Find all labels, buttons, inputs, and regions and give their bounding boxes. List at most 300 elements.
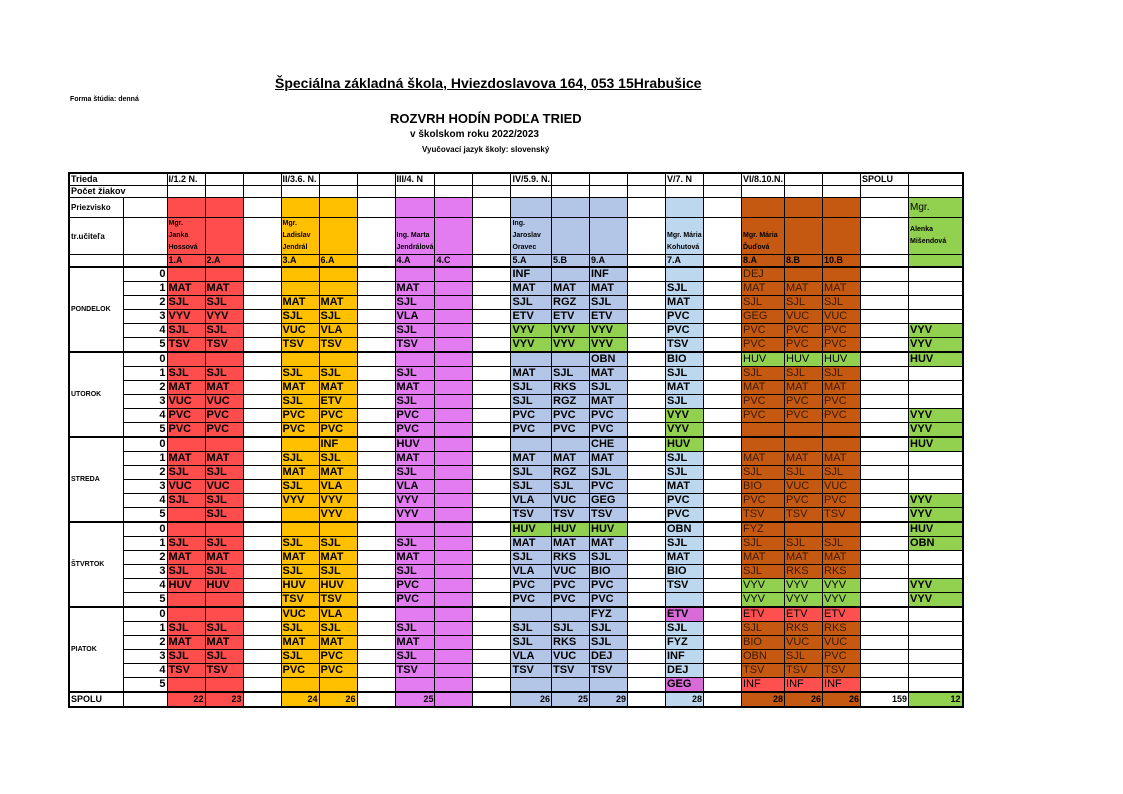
subject-cell: PVC	[167, 423, 205, 438]
cell	[628, 551, 666, 565]
subject-cell: SJL	[167, 650, 205, 664]
subject-cell: MAT	[590, 367, 628, 381]
cell	[319, 186, 357, 198]
group-name: V/7. N	[666, 173, 704, 186]
lesson-number: 1	[123, 622, 167, 636]
teacher-name-line: Hossová	[168, 244, 198, 251]
subject-cell: SJL	[167, 466, 205, 480]
subject-cell	[395, 352, 435, 367]
class-code: 10.B	[823, 255, 861, 268]
cell	[473, 593, 511, 608]
subject-cell: TSV	[823, 508, 861, 523]
subject-cell: VYV	[167, 310, 205, 324]
cell	[628, 437, 666, 452]
subject-cell	[742, 423, 785, 438]
subject-cell: TSV	[511, 664, 552, 678]
teacher-name-line: Mgr. Mária	[743, 232, 778, 239]
subject-cell	[861, 338, 909, 353]
teacher-name-line: Jendrálová	[396, 244, 434, 251]
subject-cell	[281, 267, 319, 282]
subject-cell	[861, 480, 909, 494]
subject-cell: VYV	[909, 494, 963, 508]
cell	[823, 198, 861, 218]
subject-cell: TSV	[395, 664, 435, 678]
subject-cell: SJL	[785, 466, 823, 480]
subject-cell	[861, 508, 909, 523]
cell	[243, 381, 281, 395]
subject-cell	[435, 423, 473, 438]
subject-cell: ETV	[552, 310, 590, 324]
cell	[861, 186, 909, 198]
cell	[473, 282, 511, 296]
cell	[511, 198, 552, 218]
subject-cell: SJL	[319, 565, 357, 579]
subject-cell	[909, 678, 963, 693]
subject-cell: TSV	[205, 664, 243, 678]
subject-cell: VUC	[167, 395, 205, 409]
cell	[357, 186, 395, 198]
cell	[243, 267, 281, 282]
subject-cell: SJL	[205, 537, 243, 551]
subject-cell	[909, 466, 963, 480]
cell	[823, 186, 861, 198]
cell	[823, 218, 861, 255]
lesson-number: 4	[123, 579, 167, 593]
cell	[357, 367, 395, 381]
cell	[473, 692, 511, 707]
label-spolu: SPOLU	[861, 173, 909, 186]
cell	[395, 218, 435, 255]
subject-cell: SJL	[167, 537, 205, 551]
subject-cell	[435, 338, 473, 353]
subject-cell: HUV	[590, 522, 628, 537]
subject-cell	[909, 296, 963, 310]
lesson-number: 1	[123, 537, 167, 551]
subject-cell	[704, 409, 742, 423]
subject-cell	[319, 282, 357, 296]
subject-cell	[704, 494, 742, 508]
subject-cell: MAT	[552, 452, 590, 466]
subject-cell	[435, 508, 473, 523]
subject-cell: SJL	[511, 381, 552, 395]
subject-cell: PVC	[590, 579, 628, 593]
subject-cell: ETV	[511, 310, 552, 324]
subject-cell	[861, 593, 909, 608]
cell	[785, 173, 823, 186]
cell	[167, 186, 205, 198]
subject-cell: VYV	[823, 579, 861, 593]
teacher-name-line: Oravec	[512, 244, 537, 251]
cell	[628, 338, 666, 353]
cell	[473, 508, 511, 523]
subject-cell	[704, 607, 742, 622]
subject-cell: VYV	[909, 593, 963, 608]
subject-cell: VUC	[785, 310, 823, 324]
subject-cell	[704, 452, 742, 466]
subject-cell: GEG	[590, 494, 628, 508]
subject-cell	[861, 282, 909, 296]
subject-cell	[704, 324, 742, 338]
subject-cell: HUV	[666, 437, 704, 452]
cell	[473, 480, 511, 494]
cell	[473, 381, 511, 395]
subject-cell: HUV	[167, 579, 205, 593]
subject-cell	[861, 607, 909, 622]
subject-cell: MAT	[590, 452, 628, 466]
subject-cell	[435, 367, 473, 381]
subject-cell	[861, 494, 909, 508]
subject-cell	[861, 296, 909, 310]
subject-cell	[861, 678, 909, 693]
cell	[628, 480, 666, 494]
subject-cell: MAT	[205, 452, 243, 466]
lesson-number: 2	[123, 466, 167, 480]
subject-cell	[395, 522, 435, 537]
subject-cell: PVC	[785, 338, 823, 353]
subject-cell: PVC	[590, 409, 628, 423]
cell	[628, 692, 666, 707]
subject-cell	[167, 607, 205, 622]
subject-cell: TSV	[319, 593, 357, 608]
subject-cell: TSV	[742, 508, 785, 523]
label-trucitela: tr.učiteľa	[69, 218, 123, 255]
cell	[666, 198, 704, 218]
lesson-number: 5	[123, 678, 167, 693]
subject-cell: VYV	[395, 494, 435, 508]
subject-cell	[319, 522, 357, 537]
cell	[395, 186, 435, 198]
class-total: 26	[785, 692, 823, 707]
subject-cell: ETV	[666, 607, 704, 622]
subject-cell: MAT	[552, 537, 590, 551]
subject-cell: VYV	[590, 338, 628, 353]
subject-cell: PVC	[666, 494, 704, 508]
subject-cell	[909, 452, 963, 466]
cell	[243, 494, 281, 508]
subject-cell: MAT	[666, 296, 704, 310]
subject-cell: MAT	[167, 636, 205, 650]
cell	[243, 310, 281, 324]
cell	[473, 218, 511, 255]
class-total: 29	[590, 692, 628, 707]
lesson-number: 5	[123, 423, 167, 438]
subject-cell	[552, 267, 590, 282]
cell	[909, 186, 963, 198]
subject-cell: OBN	[909, 537, 963, 551]
subject-cell: VUC	[823, 636, 861, 650]
subject-cell: PVC	[319, 423, 357, 438]
subject-cell	[435, 282, 473, 296]
cell	[357, 198, 395, 218]
subject-cell: MAT	[395, 551, 435, 565]
subject-cell: PVC	[552, 593, 590, 608]
subject-cell: VYV	[909, 508, 963, 523]
subject-cell: MAT	[319, 466, 357, 480]
cell	[628, 522, 666, 537]
subject-cell: INF	[785, 678, 823, 693]
class-total: 25	[552, 692, 590, 707]
cell	[861, 218, 909, 255]
subject-cell	[511, 352, 552, 367]
subject-cell	[909, 381, 963, 395]
cell	[628, 494, 666, 508]
subject-cell: TSV	[666, 338, 704, 353]
teacher-name-line: Mgr.	[909, 198, 963, 218]
lesson-number: 0	[123, 522, 167, 537]
cell	[357, 480, 395, 494]
label-priezvisko: Priezvisko	[69, 198, 123, 218]
subject-cell: PVC	[666, 310, 704, 324]
subject-cell: PVC	[319, 409, 357, 423]
subject-cell: PVC	[205, 409, 243, 423]
group-name: VI/8.10.N.	[743, 174, 784, 184]
subject-cell	[319, 267, 357, 282]
subject-cell: MAT	[590, 537, 628, 551]
subject-cell	[861, 537, 909, 551]
subject-cell: VUC	[281, 607, 319, 622]
cell	[861, 198, 909, 218]
cell	[785, 198, 823, 218]
subject-cell: ETV	[823, 607, 861, 622]
cell	[357, 650, 395, 664]
teacher-name-line: Ďuďová	[743, 244, 770, 251]
subject-cell	[435, 437, 473, 452]
subject-cell: MAT	[511, 452, 552, 466]
cell	[205, 173, 243, 186]
cell	[628, 255, 666, 268]
cell	[473, 636, 511, 650]
cell	[785, 186, 823, 198]
subject-cell	[704, 437, 742, 452]
cell	[357, 381, 395, 395]
cell	[243, 551, 281, 565]
subject-cell: SJL	[319, 537, 357, 551]
subject-cell: VYV	[909, 338, 963, 353]
lesson-number: 3	[123, 310, 167, 324]
cell	[823, 173, 861, 186]
subject-cell	[785, 437, 823, 452]
cell	[357, 664, 395, 678]
teacher-name-line: Mgr. Ladislav	[282, 220, 311, 239]
subject-cell	[666, 593, 704, 608]
subject-cell	[704, 522, 742, 537]
cell	[243, 395, 281, 409]
subject-cell: MAT	[167, 452, 205, 466]
subject-cell	[167, 267, 205, 282]
subject-cell	[435, 310, 473, 324]
subject-cell	[666, 267, 704, 282]
subject-cell: MAT	[167, 381, 205, 395]
subject-cell	[704, 381, 742, 395]
subject-cell	[704, 466, 742, 480]
subject-cell	[704, 636, 742, 650]
class-code: 4.C	[435, 255, 473, 268]
cell	[473, 622, 511, 636]
cell	[704, 173, 742, 186]
subject-cell: OBN	[590, 352, 628, 367]
subject-cell: MAT	[281, 466, 319, 480]
subject-cell: TSV	[552, 508, 590, 523]
cell	[473, 338, 511, 353]
subject-cell: ETV	[785, 607, 823, 622]
cell	[704, 198, 742, 218]
cell	[628, 173, 666, 186]
subject-cell: TSV	[395, 338, 435, 353]
cell	[243, 622, 281, 636]
study-form: Forma štúdia: denná	[70, 96, 139, 103]
cell	[742, 198, 785, 218]
cell	[357, 522, 395, 537]
subject-cell: TSV	[281, 338, 319, 353]
subject-cell	[704, 622, 742, 636]
subject-cell: SJL	[205, 565, 243, 579]
subject-cell	[861, 452, 909, 466]
subject-cell: MAT	[511, 537, 552, 551]
subject-cell	[281, 678, 319, 693]
cell	[666, 218, 704, 255]
subject-cell: PVC	[785, 494, 823, 508]
subject-cell	[704, 423, 742, 438]
subject-cell: RKS	[552, 636, 590, 650]
cell	[243, 282, 281, 296]
teacher-name-line: Mišendová	[910, 238, 947, 245]
class-total: 25	[395, 692, 435, 707]
subject-cell: MAT	[511, 367, 552, 381]
subject-cell: RGZ	[552, 296, 590, 310]
cell	[357, 437, 395, 452]
subject-cell: SJL	[167, 296, 205, 310]
subject-cell	[435, 381, 473, 395]
subject-cell: VYV	[281, 494, 319, 508]
cell	[628, 607, 666, 622]
subject-cell: MAT	[742, 551, 785, 565]
subject-cell	[861, 395, 909, 409]
subject-cell	[590, 678, 628, 693]
subject-cell: MAT	[395, 452, 435, 466]
subject-cell: VYV	[552, 324, 590, 338]
subject-cell: SJL	[319, 452, 357, 466]
cell	[357, 593, 395, 608]
subject-cell	[861, 267, 909, 282]
subject-cell	[205, 352, 243, 367]
group-name: II/3.6. N.	[281, 173, 319, 186]
subject-cell: PVC	[511, 409, 552, 423]
subject-cell	[823, 522, 861, 537]
cell	[473, 395, 511, 409]
subject-cell	[167, 508, 205, 523]
subject-cell: SJL	[395, 537, 435, 551]
subject-cell: HUV	[281, 579, 319, 593]
subject-cell	[205, 593, 243, 608]
cell	[357, 607, 395, 622]
subject-cell	[205, 267, 243, 282]
subject-cell	[435, 395, 473, 409]
cell	[357, 452, 395, 466]
subject-cell: SJL	[666, 452, 704, 466]
cell	[473, 173, 511, 186]
class-code: 2.A	[205, 255, 243, 268]
cell	[357, 296, 395, 310]
subject-cell: SJL	[205, 494, 243, 508]
subject-cell: HUV	[395, 437, 435, 452]
subject-cell	[909, 622, 963, 636]
subject-cell: VYV	[552, 338, 590, 353]
subject-cell: MAT	[666, 551, 704, 565]
cell	[590, 218, 628, 255]
subject-cell	[205, 437, 243, 452]
subject-cell: TSV	[590, 664, 628, 678]
cell	[357, 551, 395, 565]
subject-cell: VYV	[205, 310, 243, 324]
subject-cell	[704, 395, 742, 409]
teaching-language: Vyučovací jazyk školy: slovenský	[422, 145, 550, 154]
class-code: 4.A	[395, 255, 435, 268]
subject-cell: FYZ	[590, 607, 628, 622]
cell	[473, 565, 511, 579]
subject-cell: SJL	[281, 650, 319, 664]
subject-cell	[435, 551, 473, 565]
subject-cell	[742, 437, 785, 452]
subject-cell: RGZ	[552, 395, 590, 409]
cell	[357, 678, 395, 693]
teacher-name-line: Jendrál	[282, 244, 308, 251]
subject-cell: PVC	[666, 324, 704, 338]
subject-cell: SJL	[167, 565, 205, 579]
subject-cell: PVC	[823, 409, 861, 423]
subject-cell: TSV	[167, 664, 205, 678]
cell	[473, 186, 511, 198]
subject-cell: SJL	[590, 622, 628, 636]
cell	[357, 508, 395, 523]
subject-cell: MAT	[167, 551, 205, 565]
subject-cell	[167, 352, 205, 367]
subject-cell	[861, 367, 909, 381]
class-total: 22	[167, 692, 205, 707]
subject-cell: PVC	[395, 579, 435, 593]
subject-cell: MAT	[742, 452, 785, 466]
cell	[628, 636, 666, 650]
class-code: 5.A	[511, 255, 552, 268]
subject-cell	[909, 310, 963, 324]
subject-cell	[909, 282, 963, 296]
cell	[435, 218, 473, 255]
cell	[473, 423, 511, 438]
teacher-name-line: Mgr. Janka	[168, 220, 189, 239]
subject-cell	[861, 310, 909, 324]
cell	[473, 650, 511, 664]
subject-cell	[435, 267, 473, 282]
subject-cell	[435, 409, 473, 423]
subject-cell: SJL	[281, 622, 319, 636]
subject-cell	[909, 565, 963, 579]
subject-cell: HUV	[319, 579, 357, 593]
subject-cell: PVC	[319, 664, 357, 678]
subject-cell	[909, 551, 963, 565]
subject-cell	[785, 522, 823, 537]
subject-cell: SJL	[167, 367, 205, 381]
cell	[628, 593, 666, 608]
subject-cell: SJL	[742, 565, 785, 579]
lesson-number: 2	[123, 381, 167, 395]
cell	[357, 338, 395, 353]
class-total: 28	[666, 692, 704, 707]
cell	[205, 186, 243, 198]
subject-cell	[511, 678, 552, 693]
subject-cell: VYV	[823, 593, 861, 608]
subject-cell: SJL	[167, 324, 205, 338]
subject-cell	[435, 664, 473, 678]
subject-cell	[861, 423, 909, 438]
